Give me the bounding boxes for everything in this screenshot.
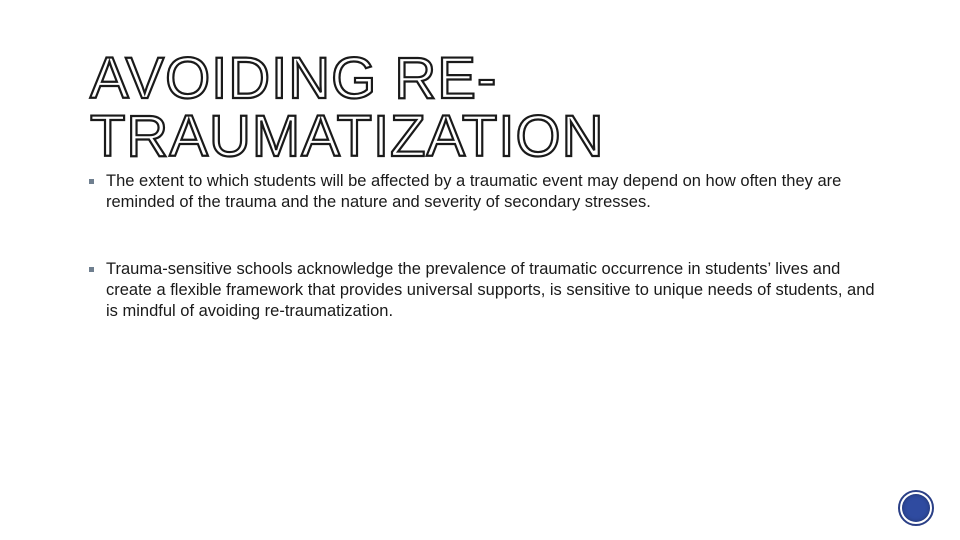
slide-title-line-2: TRAUMATIZATION	[90, 104, 605, 169]
bullet-item	[88, 259, 888, 322]
square-bullet-icon	[89, 179, 94, 184]
circle-button-inner	[902, 494, 930, 522]
bullet-text: The extent to which students will be affected by a traumatic event may depend on how often they are reminded of the trauma and the nature and severity of secondary stresses.	[106, 172, 842, 211]
bullet-text: Trauma-sensitive schools acknowledge the prevalence of traumatic occurrence in students’ lives and create a flexible framework that provides universal supports, is sensitive to unique needs of students, and is mindful of avoiding re-traumatization.	[106, 260, 875, 320]
slide-title-line-1: AVOIDING RE-	[90, 46, 498, 111]
circle-button-icon[interactable]	[898, 490, 934, 526]
bullet-item	[88, 171, 888, 213]
square-bullet-icon	[89, 267, 94, 272]
bullet-list	[88, 171, 888, 322]
